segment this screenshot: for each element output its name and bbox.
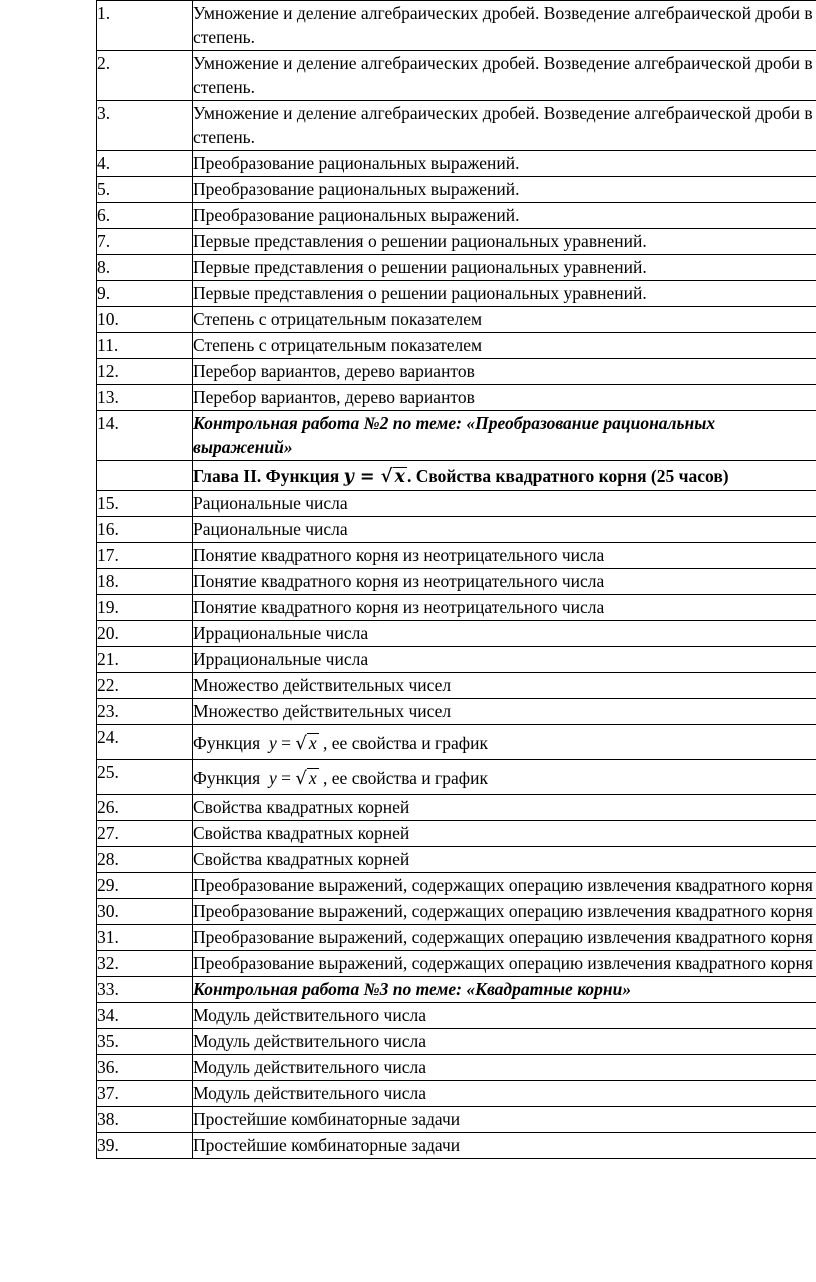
sqrt-radical-icon: √ (295, 768, 307, 789)
lesson-plan-body (97, 1, 816, 1159)
lesson-number: 38. (97, 1107, 193, 1133)
table-row (97, 621, 816, 647)
table-row (97, 101, 816, 151)
table-row (97, 203, 816, 229)
lesson-number: 11. (97, 333, 193, 359)
lesson-topic: Множество действительных чисел (193, 673, 816, 699)
lesson-number: 21. (97, 647, 193, 673)
table-row (97, 359, 816, 385)
table-row (97, 177, 816, 203)
math-var-y: y (268, 768, 277, 788)
math-var-x: x (308, 768, 317, 788)
lesson-number: 29. (97, 873, 193, 899)
table-row (97, 821, 816, 847)
lesson-number: 4. (97, 151, 193, 177)
lesson-topic: Простейшие комбинаторные задачи (193, 1133, 816, 1159)
lesson-number: 9. (97, 281, 193, 307)
lesson-number: 30. (97, 899, 193, 925)
table-row (97, 229, 816, 255)
math-var-x: x (308, 733, 317, 753)
math-var-y: y (268, 733, 277, 753)
table-row-function (97, 725, 816, 760)
table-row (97, 795, 816, 821)
lesson-number: 7. (97, 229, 193, 255)
lesson-topic: Свойства квадратных корней (193, 847, 816, 873)
function-prefix: Функция (193, 733, 265, 753)
lesson-number: 15. (97, 491, 193, 517)
table-row (97, 873, 816, 899)
lesson-topic: Преобразование выражений, содержащих операцию извлечения квадратного корня (193, 951, 816, 977)
table-row (97, 699, 816, 725)
table-row (97, 595, 816, 621)
table-row (97, 673, 816, 699)
lesson-number: 22. (97, 673, 193, 699)
lesson-topic: Иррациональные числа (193, 647, 816, 673)
lesson-topic: Модуль действительного числа (193, 1081, 816, 1107)
table-row (97, 333, 816, 359)
lesson-topic: Модуль действительного числа (193, 1003, 816, 1029)
math-var-y: y (343, 467, 354, 487)
table-row (97, 307, 816, 333)
lesson-number: 6. (97, 203, 193, 229)
lesson-topic: Свойства квадратных корней (193, 795, 816, 821)
lesson-topic: Преобразование выражений, содержащих операцию извлечения квадратного корня (193, 873, 816, 899)
table-row (97, 385, 816, 411)
lesson-topic: Простейшие комбинаторные задачи (193, 1107, 816, 1133)
math-equals: = (276, 768, 296, 788)
lesson-topic: Рациональные числа (193, 517, 816, 543)
function-suffix: , ее свойства и график (318, 768, 488, 788)
lesson-number: 2. (97, 51, 193, 101)
table-row-control-work (97, 977, 816, 1003)
chapter-heading (193, 461, 816, 491)
lesson-number: 8. (97, 255, 193, 281)
lesson-number: 25. (97, 760, 193, 795)
lesson-topic-control-work (193, 411, 816, 461)
chapter-heading-suffix: . Свойства квадратного корня (25 часов) (406, 466, 729, 486)
lesson-topic: Иррациональные числа (193, 621, 816, 647)
lesson-topic: Степень с отрицательным показателем (193, 307, 816, 333)
control-work-line-1: Контрольная работа №2 по теме: «Преобразование рациональных (193, 413, 716, 433)
lesson-number: 31. (97, 925, 193, 951)
lesson-number: 19. (97, 595, 193, 621)
chapter-heading-prefix: Глава II. Функция (193, 466, 344, 486)
lesson-number: 37. (97, 1081, 193, 1107)
lesson-topic-function (193, 725, 816, 760)
lesson-number: 5. (97, 177, 193, 203)
lesson-topic-function (193, 760, 816, 795)
table-row (97, 899, 816, 925)
table-row (97, 1081, 816, 1107)
lesson-number: 26. (97, 795, 193, 821)
lesson-topic: Модуль действительного числа (193, 1055, 816, 1081)
lesson-number: 10. (97, 307, 193, 333)
lesson-number: 23. (97, 699, 193, 725)
lesson-topic: Степень с отрицательным показателем (193, 333, 816, 359)
table-row (97, 517, 816, 543)
lesson-number: 24. (97, 725, 193, 760)
table-row (97, 647, 816, 673)
lesson-topic: Первые представления о решении рациональных уравнений. (193, 281, 816, 307)
table-row (97, 281, 816, 307)
lesson-number: 36. (97, 1055, 193, 1081)
math-equals: = (276, 733, 296, 753)
lesson-topic: Первые представления о решении рациональных уравнений. (193, 229, 816, 255)
lesson-number: 20. (97, 621, 193, 647)
lesson-number: 17. (97, 543, 193, 569)
table-row (97, 1107, 816, 1133)
lesson-topic: Перебор вариантов, дерево вариантов (193, 359, 816, 385)
lesson-topic: Понятие квадратного корня из неотрицательного числа (193, 569, 816, 595)
table-row (97, 491, 816, 517)
table-row (97, 847, 816, 873)
table-row (97, 1055, 816, 1081)
lesson-number: 14. (97, 411, 193, 461)
lesson-topic: Преобразование рациональных выражений. (193, 177, 816, 203)
math-var-x: x (394, 467, 405, 487)
table-row (97, 1, 816, 51)
lesson-topic: Преобразование рациональных выражений. (193, 151, 816, 177)
lesson-topic: Умножение и деление алгебраических дробей. Возведение алгебраической дроби в степень. (193, 101, 816, 151)
table-row (97, 1133, 816, 1159)
lesson-number: 28. (97, 847, 193, 873)
lesson-number: 33. (97, 977, 193, 1003)
table-row (97, 543, 816, 569)
function-suffix: , ее свойства и график (318, 733, 488, 753)
sqrt-radical-icon: √ (295, 733, 307, 754)
lesson-topic: Свойства квадратных корней (193, 821, 816, 847)
table-row (97, 1003, 816, 1029)
lesson-number: 27. (97, 821, 193, 847)
lesson-number: 13. (97, 385, 193, 411)
lesson-number: 1. (97, 1, 193, 51)
lesson-number: 12. (97, 359, 193, 385)
table-row (97, 151, 816, 177)
lesson-number: 34. (97, 1003, 193, 1029)
lesson-topic: Множество действительных чисел (193, 699, 816, 725)
lesson-topic: Понятие квадратного корня из неотрицательного числа (193, 595, 816, 621)
math-equals: = (353, 467, 381, 487)
lesson-number: 35. (97, 1029, 193, 1055)
lesson-topic: Умножение и деление алгебраических дробей. Возведение алгебраической дроби в степень. (193, 51, 816, 101)
lesson-topic: Преобразование выражений, содержащих операцию извлечения квадратного корня (193, 925, 816, 951)
lesson-topic: Понятие квадратного корня из неотрицательного числа (193, 543, 816, 569)
lesson-topic: Модуль действительного числа (193, 1029, 816, 1055)
lesson-topic: Первые представления о решении рациональных уравнений. (193, 255, 816, 281)
lesson-plan-table (96, 0, 816, 1159)
control-work-line-2: выражений» (193, 437, 293, 457)
table-row (97, 51, 816, 101)
lesson-topic: Преобразование выражений, содержащих операцию извлечения квадратного корня (193, 899, 816, 925)
table-row-chapter-heading (97, 461, 816, 491)
table-row (97, 951, 816, 977)
lesson-topic: Рациональные числа (193, 491, 816, 517)
table-row-function (97, 760, 816, 795)
table-row (97, 925, 816, 951)
lesson-number: 32. (97, 951, 193, 977)
table-row-control-work (97, 411, 816, 461)
lesson-topic: Преобразование рациональных выражений. (193, 203, 816, 229)
lesson-topic-control-work: Контрольная работа №3 по теме: «Квадратные корни» (193, 977, 816, 1003)
lesson-number (97, 461, 193, 491)
table-row (97, 255, 816, 281)
function-prefix: Функция (193, 768, 265, 788)
lesson-number: 3. (97, 101, 193, 151)
lesson-topic: Умножение и деление алгебраических дробей. Возведение алгебраической дроби в степень. (193, 1, 816, 51)
lesson-number: 18. (97, 569, 193, 595)
table-row (97, 569, 816, 595)
lesson-number: 39. (97, 1133, 193, 1159)
table-row (97, 1029, 816, 1055)
lesson-topic: Перебор вариантов, дерево вариантов (193, 385, 816, 411)
lesson-number: 16. (97, 517, 193, 543)
sqrt-radical-icon: √ (380, 466, 393, 487)
